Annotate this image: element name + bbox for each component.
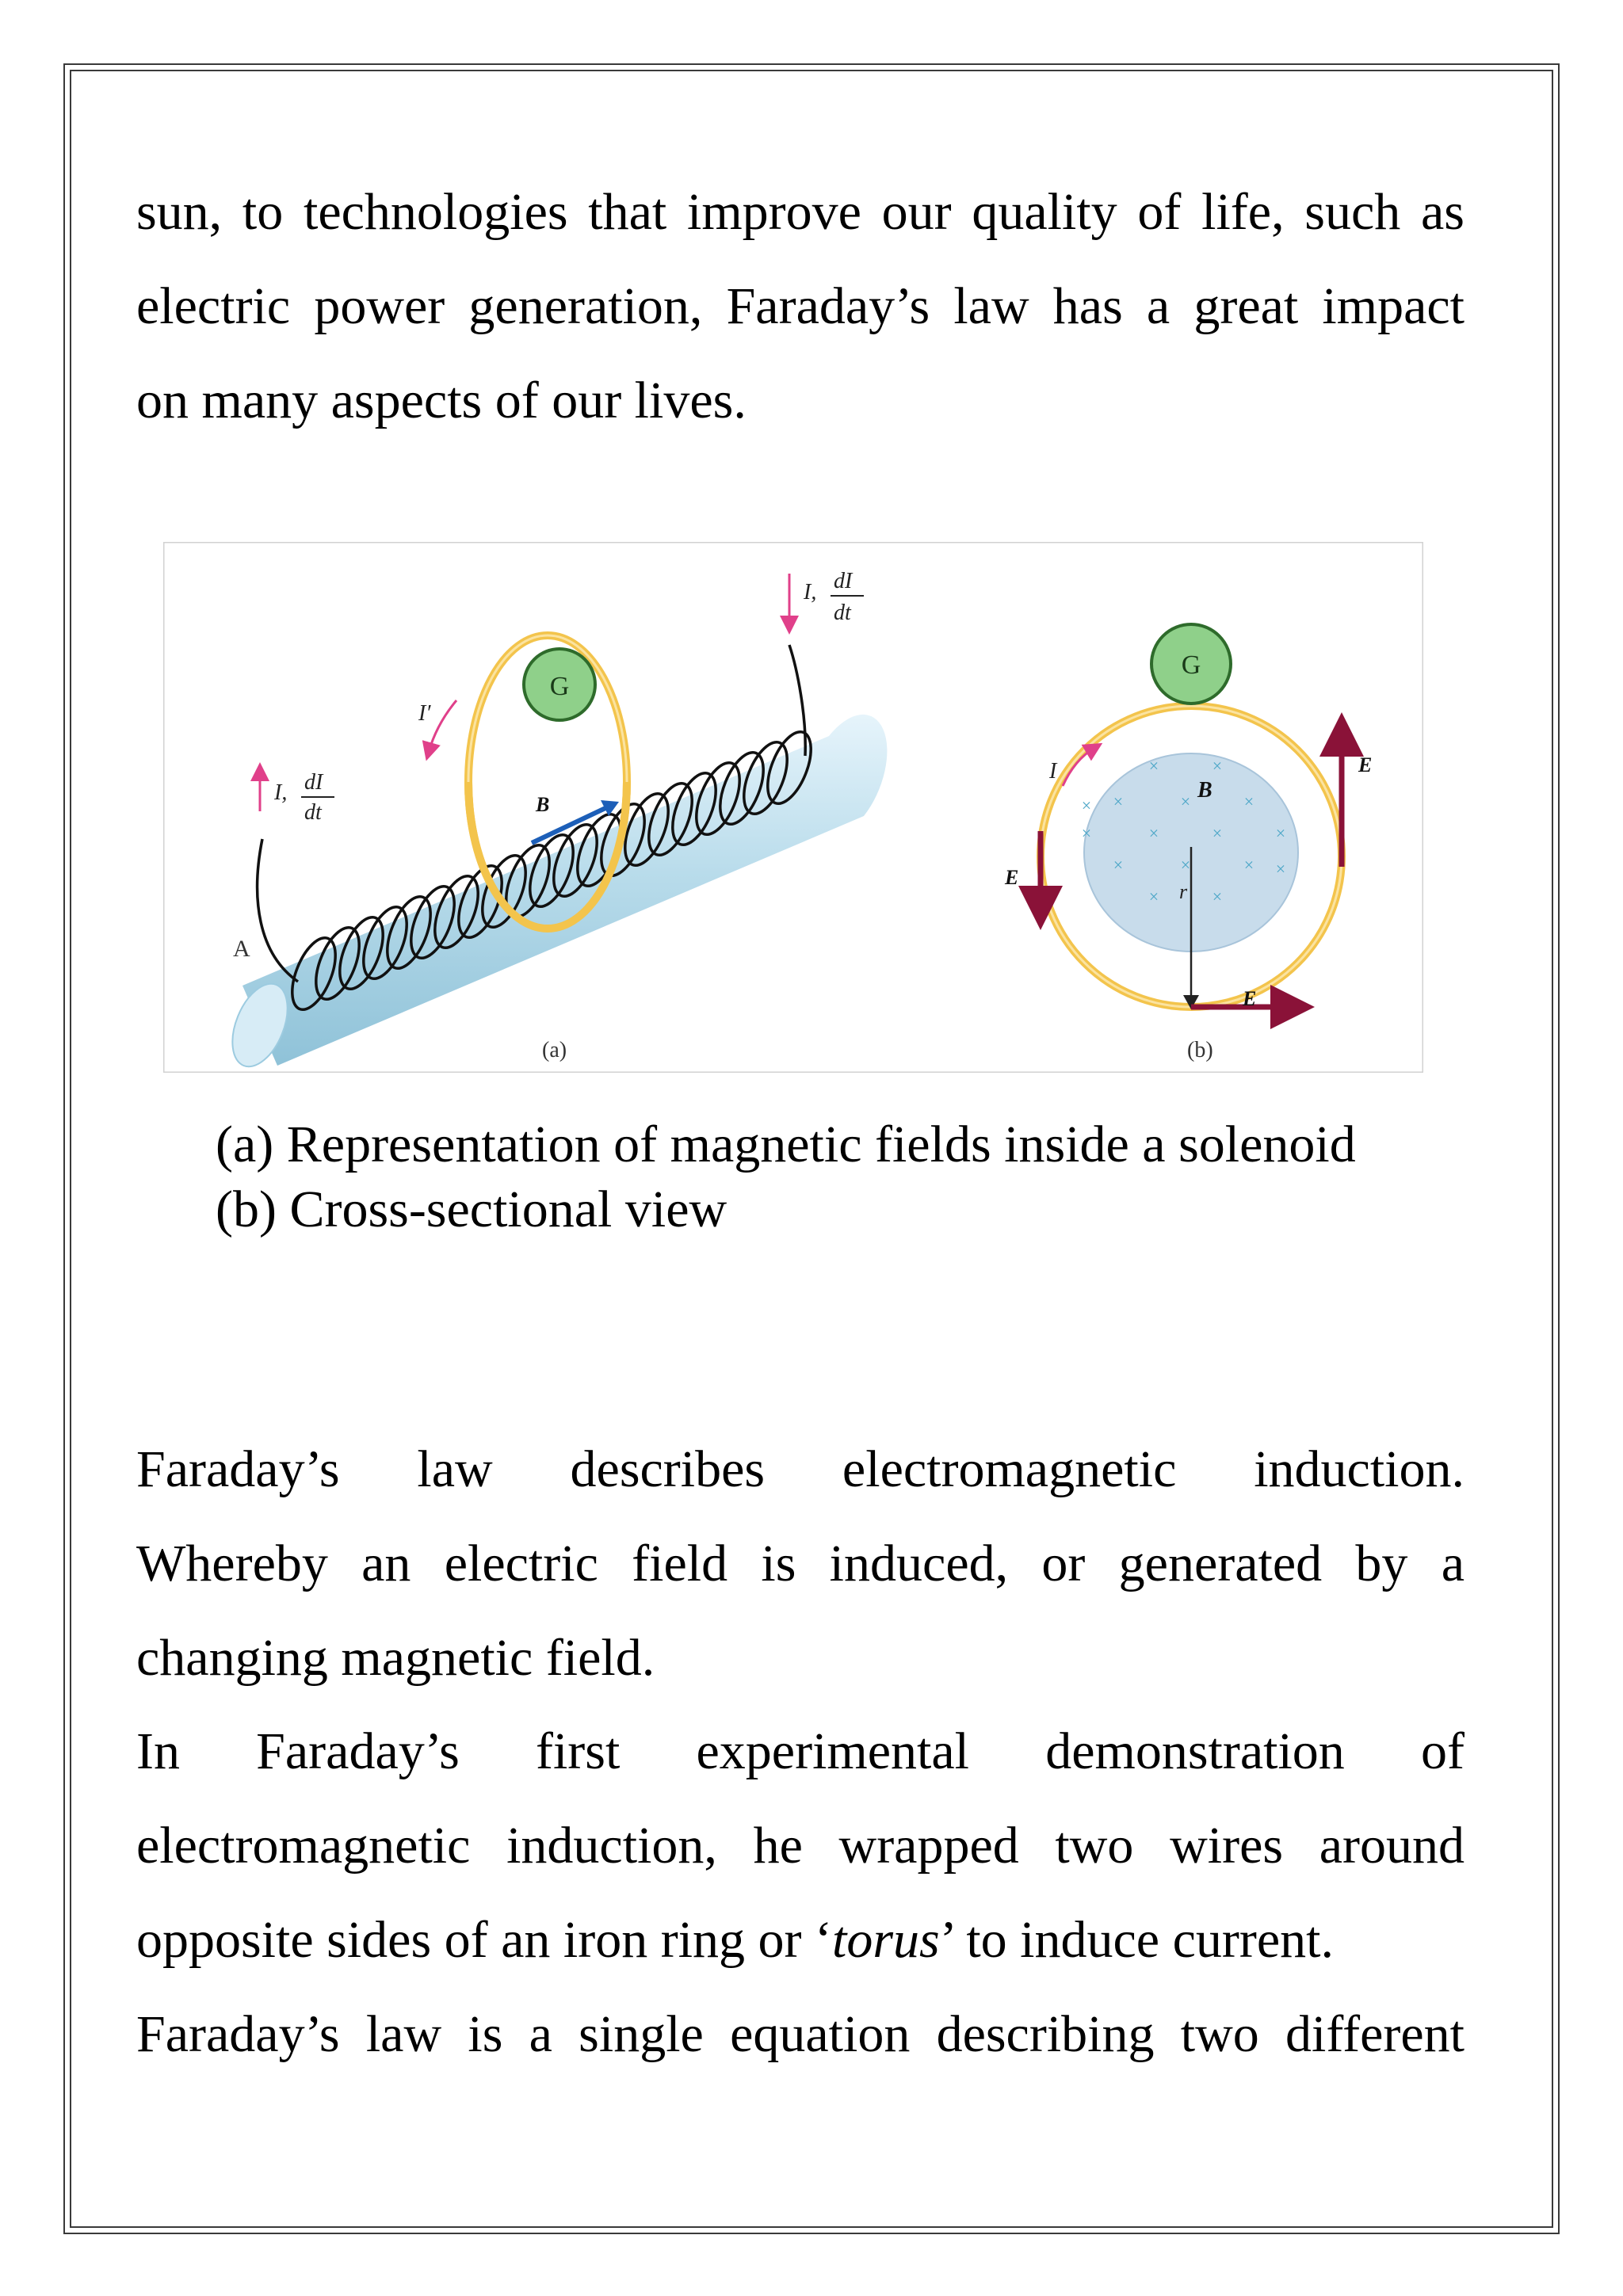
current-out-dI: dI <box>834 569 853 593</box>
intro-line-3: on many aspects of our lives. <box>136 372 747 429</box>
faraday-line-2: Whereby an electric field is induced, or generated by a <box>136 1535 1465 1592</box>
faraday-line-3: changing magnetic field. <box>136 1629 655 1687</box>
experiment-line-2: electromagnetic induction, he wrapped two wires around <box>136 1817 1465 1875</box>
torus-term: torus <box>832 1911 940 1969</box>
svg-text:×: × <box>1212 887 1223 906</box>
panel-b-label: (b) <box>1187 1038 1213 1062</box>
svg-text:×: × <box>1275 823 1286 843</box>
experiment-line-1: In Faraday’s first experimental demonstration of <box>136 1722 1465 1780</box>
intro-line-2: electric power generation, Faraday’s law has a great impact <box>136 277 1465 335</box>
e-field-label-right: E <box>1358 753 1373 776</box>
faraday-paragraph <box>136 1422 1465 1705</box>
e-field-label-bottom: E <box>1243 987 1257 1010</box>
svg-text:×: × <box>1243 791 1254 811</box>
svg-text:×: × <box>1275 859 1286 879</box>
loop-current-label: I <box>1049 759 1057 784</box>
figure-caption <box>216 1112 1356 1242</box>
caption-line-a: (a) Representation of magnetic fields inside a solenoid <box>216 1116 1356 1173</box>
intro-line-1: sun, to technologies that improve our quality of life, such as <box>136 183 1465 241</box>
current-in-dI: dI <box>304 770 323 795</box>
b-field-label-b: B <box>1197 778 1212 803</box>
svg-text:×: × <box>1081 823 1092 843</box>
caption-line-b: (b) Cross-sectional view <box>216 1180 727 1238</box>
svg-text:×: × <box>1148 887 1159 906</box>
svg-text:×: × <box>1212 756 1223 776</box>
current-out-label: I, <box>804 580 817 605</box>
svg-text:×: × <box>1148 756 1159 776</box>
current-out-dt: dt <box>834 601 851 625</box>
experiment-line-3-end: to induce current. <box>953 1911 1334 1969</box>
svg-text:×: × <box>1148 823 1159 843</box>
svg-text:×: × <box>1113 855 1124 875</box>
radius-label: r <box>1179 880 1188 903</box>
galvanometer-a-label: G <box>549 672 570 701</box>
experiment-paragraph <box>136 1704 1465 2081</box>
experiment-line-4: Faraday’s law is a single equation describing two different <box>136 2005 1465 2063</box>
b-field-label-a: B <box>536 793 550 816</box>
experiment-line-3-start: opposite sides of an iron ring or <box>136 1911 815 1969</box>
faraday-line-1: Faraday’s law describes electromagnetic induction. <box>136 1440 1465 1498</box>
solenoid-figure <box>163 542 1423 1073</box>
svg-text:×: × <box>1113 791 1124 811</box>
rod-end-label: A <box>233 936 250 962</box>
panel-a-label: (a) <box>542 1038 567 1062</box>
svg-text:×: × <box>1180 855 1191 875</box>
current-in-dt: dt <box>304 800 322 825</box>
svg-text:×: × <box>1180 791 1191 811</box>
svg-text:×: × <box>1212 823 1223 843</box>
svg-text:×: × <box>1081 795 1092 815</box>
galvanometer-b-label: G <box>1181 650 1201 680</box>
experiment-line-3: opposite sides of an iron ring or ‘torus’ to induce current. <box>136 1911 1334 1969</box>
e-field-label-left: E <box>1005 866 1019 889</box>
intro-paragraph <box>136 165 1465 448</box>
induced-current-label: I′ <box>418 701 431 726</box>
current-in-label: I, <box>274 780 288 805</box>
svg-text:×: × <box>1243 855 1254 875</box>
